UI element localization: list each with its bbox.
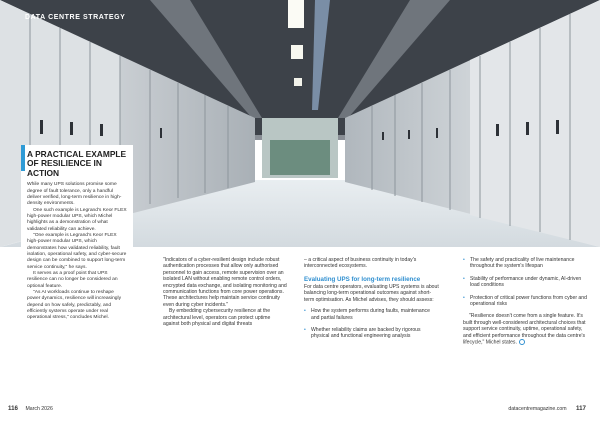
accent-bar bbox=[21, 145, 25, 171]
assessment-list-part-2 bbox=[463, 257, 588, 307]
issue-date: March 2026 bbox=[25, 406, 53, 412]
sidebar-paragraph-1: While many UPS solutions promise some degree of fault tolerance, only a handful deliver verified, long-term resilience in high-density environments. bbox=[27, 182, 122, 207]
list-item: • Whether reliability claims are backed by rigorous physical and functional engineering analysis bbox=[304, 327, 439, 340]
column1-paragraph-1: "Indicators of a cyber-resilient design include robust authentication processes that allow only authorised personnel to gain access, remote supervision over an isolated LAN without enabling remote control orders, encrypted data exchange, and isolating monitoring and communication functions from core power operations. These architectures help maintain service continuity even during cyber incidents." bbox=[163, 257, 287, 308]
footer-right bbox=[508, 405, 586, 412]
list-item: • Stability of performance under dynamic, AI-driven load conditions bbox=[463, 276, 588, 289]
site-url[interactable]: datacentremagazine.com bbox=[508, 406, 567, 412]
sidebar-paragraph-2: One such example is Legrand's Keor FLEX high-power modular UPS, which Michel highlights as a demonstration of what validated reliability can achieve. bbox=[27, 207, 127, 232]
sidebar-paragraph-5: "As AI workloads continue to reshape power dynamics, resilience will increasingly depend on how safely, predictably, and efficiently systems operate under real operational stress," concludes Michel. bbox=[27, 290, 122, 321]
closing-quote-text: "Resilience doesn't come from a single feature. It's built through well-considered architectural choices that support service continuity, uptime, operational safety, and efficient performance throughout the data centre's lifecycle," Michel states. bbox=[463, 313, 586, 346]
section-header-label: DATA CENTRE STRATEGY bbox=[25, 14, 126, 21]
list-item: • Protection of critical power functions from cyber and operational risks bbox=[463, 295, 588, 308]
sidebar-paragraph-4: It serves as a proof point that UPS resilience can no longer be considered an optional feature. bbox=[27, 271, 118, 289]
page-number-left: 116 bbox=[8, 405, 18, 412]
subheading-evaluating-ups: Evaluating UPS for long-term resilience bbox=[304, 275, 421, 283]
footer-left bbox=[8, 405, 53, 412]
sidebar-box bbox=[21, 145, 133, 400]
article-column-3 bbox=[463, 257, 588, 346]
column1-paragraph-2: By embedding cybersecurity resilience at the architectural level, operators can protect uptime against both physical and digital threats bbox=[163, 308, 271, 328]
column2-body: For data centre operators, evaluating UPS systems is about balancing long-term operational outcomes against short-term optimisation. As Michel advises, they should assess: bbox=[304, 284, 439, 303]
assessment-list-part-1 bbox=[304, 308, 439, 340]
sidebar-paragraph-3: "One example is Legrand's Keor FLEX high-power modular UPS, which demonstrates how validated reliability, fault isolation, operational safety, and cyber-secure design can be combined to support long-term service continuity," he says. bbox=[27, 232, 127, 270]
column2-intro: – a critical aspect of business continuity in today's interconnected ecosystems. bbox=[304, 257, 417, 270]
list-item: • How the system performs during faults, maintenance and partial failures bbox=[304, 308, 439, 321]
page-number-right: 117 bbox=[576, 405, 586, 412]
list-item: • The safety and practicality of live maintenance throughout the system's lifespan bbox=[463, 257, 588, 270]
circle-end-mark-icon bbox=[519, 339, 525, 345]
sidebar-title: A PRACTICAL EXAMPLE OF RESILIENCE IN ACTION bbox=[27, 149, 127, 178]
article-column-2 bbox=[304, 257, 439, 346]
closing-quote bbox=[463, 313, 588, 345]
article-column-1 bbox=[163, 257, 288, 327]
